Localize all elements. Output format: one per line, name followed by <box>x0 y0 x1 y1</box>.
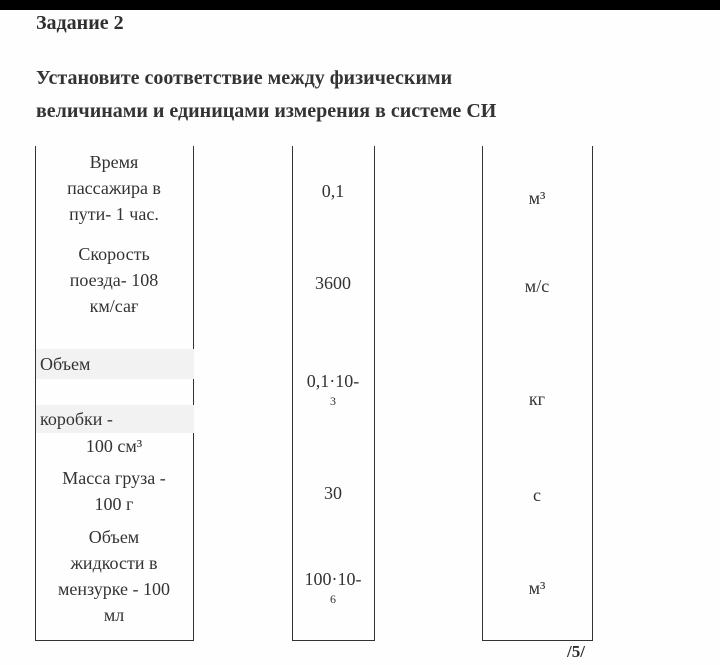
value-4: 30 <box>324 483 342 503</box>
quantity-volume-liquid: Объем жидкости в мензурке - 100 мл <box>57 527 171 625</box>
task-title: Задание 2 <box>36 12 124 34</box>
unit-5: м³ <box>528 578 546 598</box>
worksheet-page <box>0 10 720 665</box>
value-3: 0,1·10- 3 <box>306 371 360 408</box>
unit-3: кг <box>528 389 546 409</box>
unit-4: с <box>533 485 541 505</box>
value-5: 100·10- 6 <box>304 569 362 606</box>
quantity-time: Время пассажира в пути- 1 час. <box>67 152 161 224</box>
instruction-line-1: Установите соответствие между физическими <box>36 67 453 89</box>
unit-1: м³ <box>528 188 546 208</box>
unit-2: м/с <box>524 276 550 296</box>
instruction-text <box>36 62 676 128</box>
instruction-line-2: величинами и единицами измерения в системе СИ <box>36 100 497 122</box>
quantity-volume-box: Объем коробки - 100 см³ <box>36 349 192 459</box>
value-2: 3600 <box>315 273 351 293</box>
quantity-mass: Масса груза - 100 г <box>62 468 166 514</box>
score-label: /5/ <box>567 642 585 661</box>
value-1: 0,1 <box>321 181 345 201</box>
quantity-speed: Скорость поезда- 108 км/сағ <box>69 244 159 316</box>
